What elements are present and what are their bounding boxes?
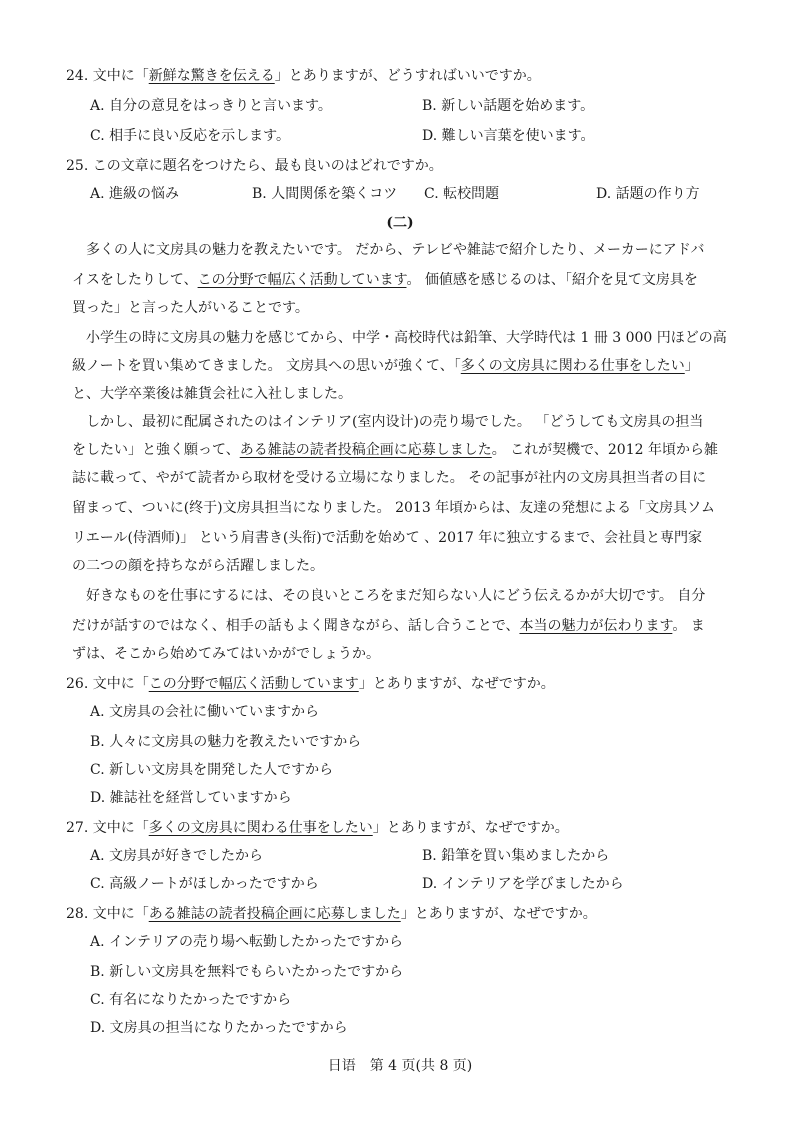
option-26d: D. 雑誌社を経営していますから (90, 790, 292, 806)
quoted-phrase: この分野で幅広く活動しています (148, 676, 359, 692)
question-24 (66, 66, 541, 86)
passage-line: 好きなものを仕事にするには、その良いところをまだ知らない人にどう伝えるかが大切です。 自分 (86, 588, 706, 604)
question-prefix: 27. 文中に「 (66, 820, 149, 836)
option-25c: C. 転校問題 (424, 186, 500, 202)
quoted-phrase: 多くの文房具に関わる仕事をしたい (148, 820, 373, 836)
question-27 (66, 818, 569, 838)
passage-text: 級ノートを買い集めてきました。 文房具への思いが強くて、「 (72, 358, 461, 374)
passage-line: 買った」と言った人がいることです。 (72, 300, 309, 316)
passage-line: ずは、そこから始めてみてはいかがでしょうか。 (72, 646, 380, 662)
passage-line (72, 616, 705, 636)
underlined-phrase: この分野で幅広く活動しています (197, 272, 407, 288)
option-28a: A. インテリアの売り場へ転勤したかったですから (90, 934, 404, 950)
question-suffix: 」とありますが、なぜですか。 (400, 906, 597, 922)
passage-text: 」 (684, 358, 699, 374)
page-footer: 日语 第 4 页(共 8 页) (327, 1058, 473, 1074)
option-28d: D. 文房具の担当になりたかったですから (90, 1020, 348, 1036)
passage-text: 。 価値感を感じるのは、「紹介を見て文房具を (406, 272, 698, 288)
option-24b: B. 新しい話題を始めます。 (422, 98, 595, 114)
passage-text: 。 これが契機で、2012 年頃から雑 (491, 442, 718, 458)
passage-line: リエール(侍酒师)」 という肩書き(头衔)で活動を始めて 、2017 年に独立するまで、会社員と専門家 (72, 530, 702, 546)
passage-line: 小学生の時に文房具の魅力を感じてから、中学・高校時代は鉛筆、大学時代は 1 冊 3 000 円ほどの高 (86, 330, 727, 346)
passage-text: だけが話すのではなく、相手の話もよく聞きながら、話し合うことで、 (72, 618, 520, 634)
option-27c: C. 高級ノートがほしかったですから (90, 876, 319, 892)
underlined-phrase: 多くの文房具に関わる仕事をしたい (460, 358, 685, 374)
question-suffix: 」とありますが、どうすればいいですか。 (274, 68, 541, 84)
underlined-phrase: ある雑誌の読者投稿企画に応募しました (239, 442, 492, 458)
passage-text: 。 ま (672, 618, 705, 634)
question-suffix: 」とありますが、なぜですか。 (372, 820, 569, 836)
question-prefix: 26. 文中に「 (66, 676, 149, 692)
passage-line: しかし、最初に配属されたのはインテリア(室内设计)の売り場でした。 「どうしても文房具の担当 (86, 414, 704, 430)
question-25: 25. この文章に題名をつけたら、最も良いのはどれですか。 (66, 158, 443, 174)
option-24d: D. 難しい言葉を使います。 (422, 128, 595, 144)
passage-line (72, 440, 718, 460)
passage-text: イスをしたりして、 (72, 272, 198, 288)
option-25b: B. 人間関係を築くコツ (252, 186, 398, 202)
passage-line (72, 356, 699, 376)
section-title: (二) (386, 215, 414, 231)
passage-line: 誌に載って、やがて読者から取材を受ける立場になりました。 その記事が社内の文房具担当者の目に (72, 470, 707, 486)
quoted-phrase: 新鮮な驚きを伝える (148, 68, 275, 84)
passage-line: と、大学卒業後は雑貨会社に入社しました。 (72, 386, 352, 402)
option-28c: C. 有名になりたかったですから (90, 992, 292, 1008)
option-25a: A. 進級の悩み (90, 186, 180, 202)
option-27a: A. 文房具が好きでしたから (90, 848, 264, 864)
passage-line: 留まって、ついに(终于)文房具担当になりました。 2013 年頃からは、友達の発想による「文房具ソム (72, 500, 716, 516)
option-26a: A. 文房具の会社に働いていますから (90, 704, 320, 720)
passage-text: をしたい」と強く願って、 (72, 442, 240, 458)
passage-line (72, 270, 698, 290)
option-28b: B. 新しい文房具を無料でもらいたかったですから (90, 964, 404, 980)
question-26 (66, 674, 555, 694)
quoted-phrase: ある雑誌の読者投稿企画に応募しました (148, 906, 401, 922)
option-26b: B. 人々に文房具の魅力を教えたいですから (90, 734, 362, 750)
passage-line: の二つの顔を持ちながら活躍しました。 (72, 558, 324, 574)
option-27b: B. 鉛筆を買い集めましたから (422, 848, 610, 864)
underlined-phrase: 本当の魅力が伝わります (519, 618, 673, 634)
option-26c: C. 新しい文房具を開発した人ですから (90, 762, 334, 778)
option-25d: D. 話題の作り方 (596, 186, 700, 202)
question-28 (66, 904, 597, 924)
question-prefix: 28. 文中に「 (66, 906, 149, 922)
option-24c: C. 相手に良い反応を示します。 (90, 128, 290, 144)
question-prefix: 24. 文中に「 (66, 68, 149, 84)
option-27d: D. インテリアを学びましたから (422, 876, 624, 892)
passage-line: 多くの人に文房具の魅力を教えたいです。 だから、テレビや雑誌で紹介したり、メーカーにアドバ (86, 242, 705, 258)
question-suffix: 」とありますが、なぜですか。 (358, 676, 555, 692)
option-24a: A. 自分の意見をはっきりと言います。 (90, 98, 332, 114)
